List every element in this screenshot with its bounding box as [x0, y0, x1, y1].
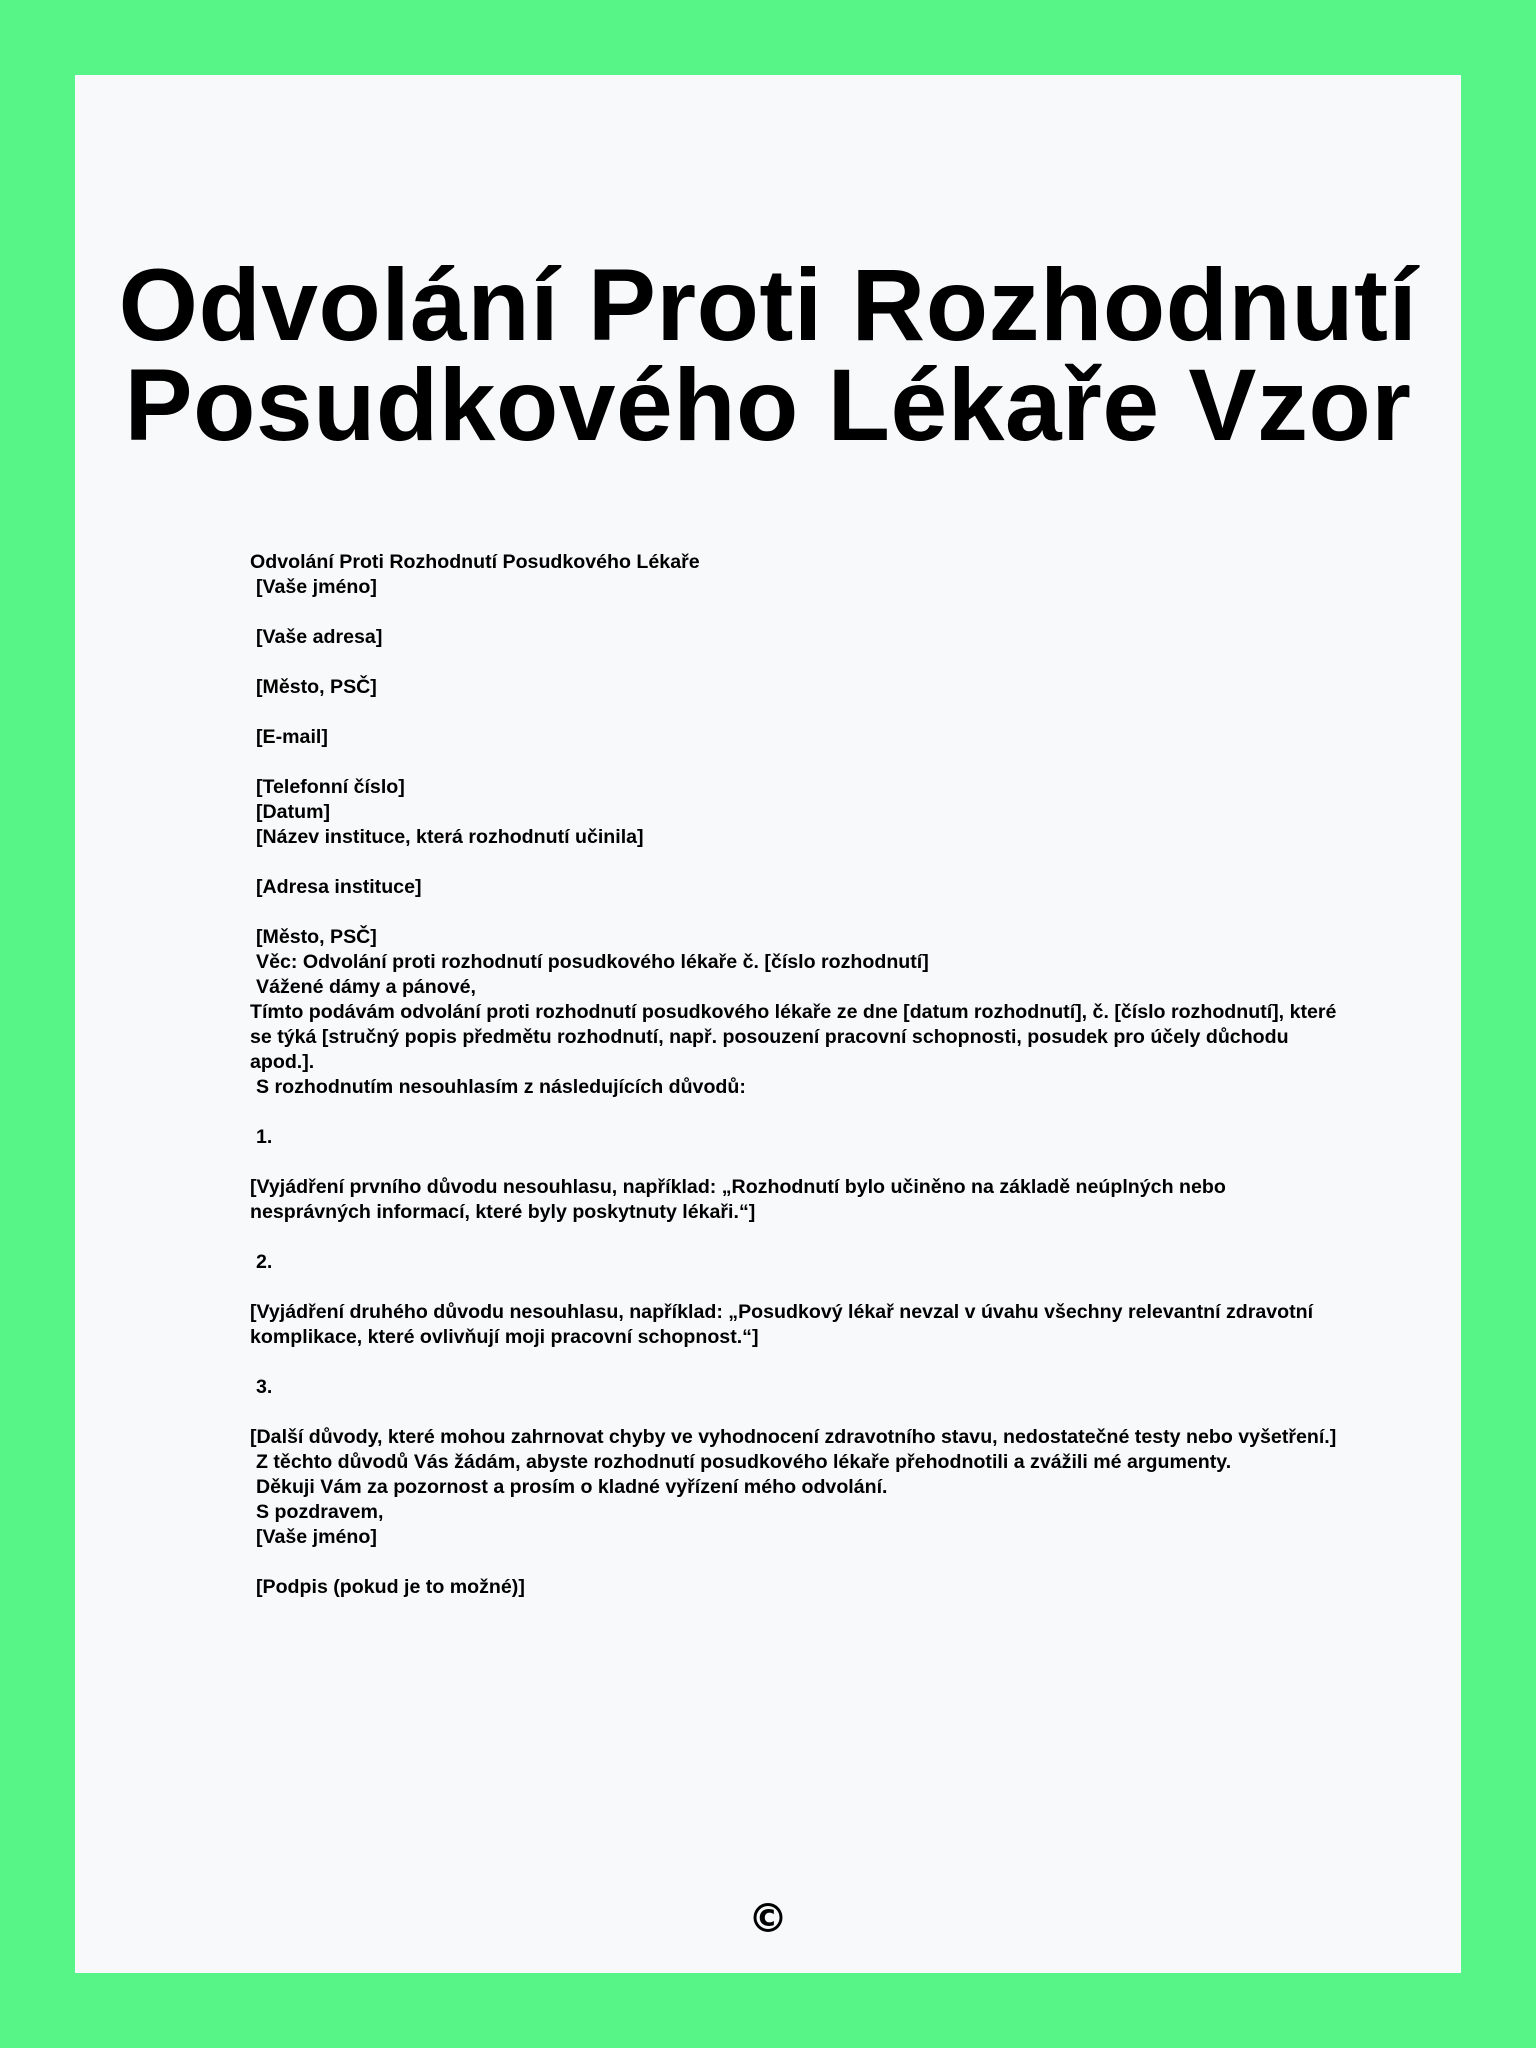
- spacer: [250, 850, 1340, 875]
- reasons-intro: S rozhodnutím nesouhlasím z následujících důvodů:: [256, 1076, 746, 1098]
- sender-phone: [Telefonní číslo]: [256, 776, 405, 798]
- sender-name: [Vaše jméno]: [256, 576, 377, 598]
- spacer: [250, 1100, 1340, 1125]
- spacer: [250, 1150, 1340, 1175]
- reason-number: 2.: [256, 1251, 273, 1273]
- signature-line: [Podpis (pokud je to možné)]: [256, 1576, 525, 1598]
- reason-text: [Vyjádření druhého důvodu nesouhlasu, například: „Posudkový lékař nevzal v úvahu všechny relevantní zdravotní komplikace, které ovlivňují moji pracovní schopnost.“]: [250, 1301, 1319, 1348]
- copyright-icon: ©: [748, 1896, 788, 1942]
- spacer: [250, 750, 1340, 775]
- spacer: [250, 900, 1340, 925]
- signature-name: [Vaše jméno]: [256, 1526, 377, 1548]
- letter-subject: Věc: Odvolání proti rozhodnutí posudkového lékaře č. [číslo rozhodnutí]: [256, 951, 929, 973]
- spacer: [250, 1350, 1340, 1375]
- spacer: [250, 700, 1340, 725]
- recipient-city-zip: [Město, PSČ]: [256, 926, 377, 948]
- sender-email: [E-mail]: [256, 726, 328, 748]
- spacer: [250, 600, 1340, 625]
- letter-body: [250, 550, 1340, 1600]
- reason-number: 1.: [256, 1126, 273, 1148]
- page-title: [75, 248, 1461, 462]
- letter-heading: Odvolání Proti Rozhodnutí Posudkového Lékaře: [250, 551, 700, 573]
- spacer: [250, 1225, 1340, 1250]
- document-page: [75, 75, 1461, 1973]
- reason-text: [Vyjádření prvního důvodu nesouhlasu, například: „Rozhodnutí bylo učiněno na základě neúplných nebo nesprávných informací, které byly poskytnuty lékaři.“]: [250, 1176, 1232, 1223]
- reason-text: [Další důvody, které mohou zahrnovat chyby ve vyhodnocení zdravotního stavu, nedostatečné testy nebo vyšetření.]: [250, 1426, 1337, 1448]
- letter-thanks: Děkuji Vám za pozornost a prosím o kladné vyřízení mého odvolání.: [256, 1476, 888, 1498]
- letter-request: Z těchto důvodů Vás žádám, abyste rozhodnutí posudkového lékaře přehodnotili a zvážili mé argumenty.: [256, 1451, 1232, 1473]
- spacer: [250, 1400, 1340, 1425]
- letter-closing: S pozdravem,: [256, 1501, 384, 1523]
- spacer: [250, 1550, 1340, 1575]
- spacer: [250, 1275, 1340, 1300]
- sender-address: [Vaše adresa]: [256, 626, 383, 648]
- letter-intro: Tímto podávám odvolání proti rozhodnutí posudkového lékaře ze dne [datum rozhodnutí], č. [číslo rozhodnutí], které se týká [stručný popis předmětu rozhodnutí, např. posouzení pracovní schopnosti, posudek pro účely důchodu apod.].: [250, 1001, 1342, 1073]
- recipient-address: [Adresa instituce]: [256, 876, 422, 898]
- spacer: [250, 650, 1340, 675]
- sender-city-zip: [Město, PSČ]: [256, 676, 377, 698]
- title-line-2: Posudkového Lékaře Vzor: [124, 348, 1412, 462]
- recipient-institution: [Název instituce, která rozhodnutí učinila]: [256, 826, 644, 848]
- letter-date: [Datum]: [256, 801, 331, 823]
- reason-number: 3.: [256, 1376, 273, 1398]
- letter-salutation: Vážené dámy a pánové,: [256, 976, 476, 998]
- title-line-1: Odvolání Proti Rozhodnutí: [118, 248, 1418, 362]
